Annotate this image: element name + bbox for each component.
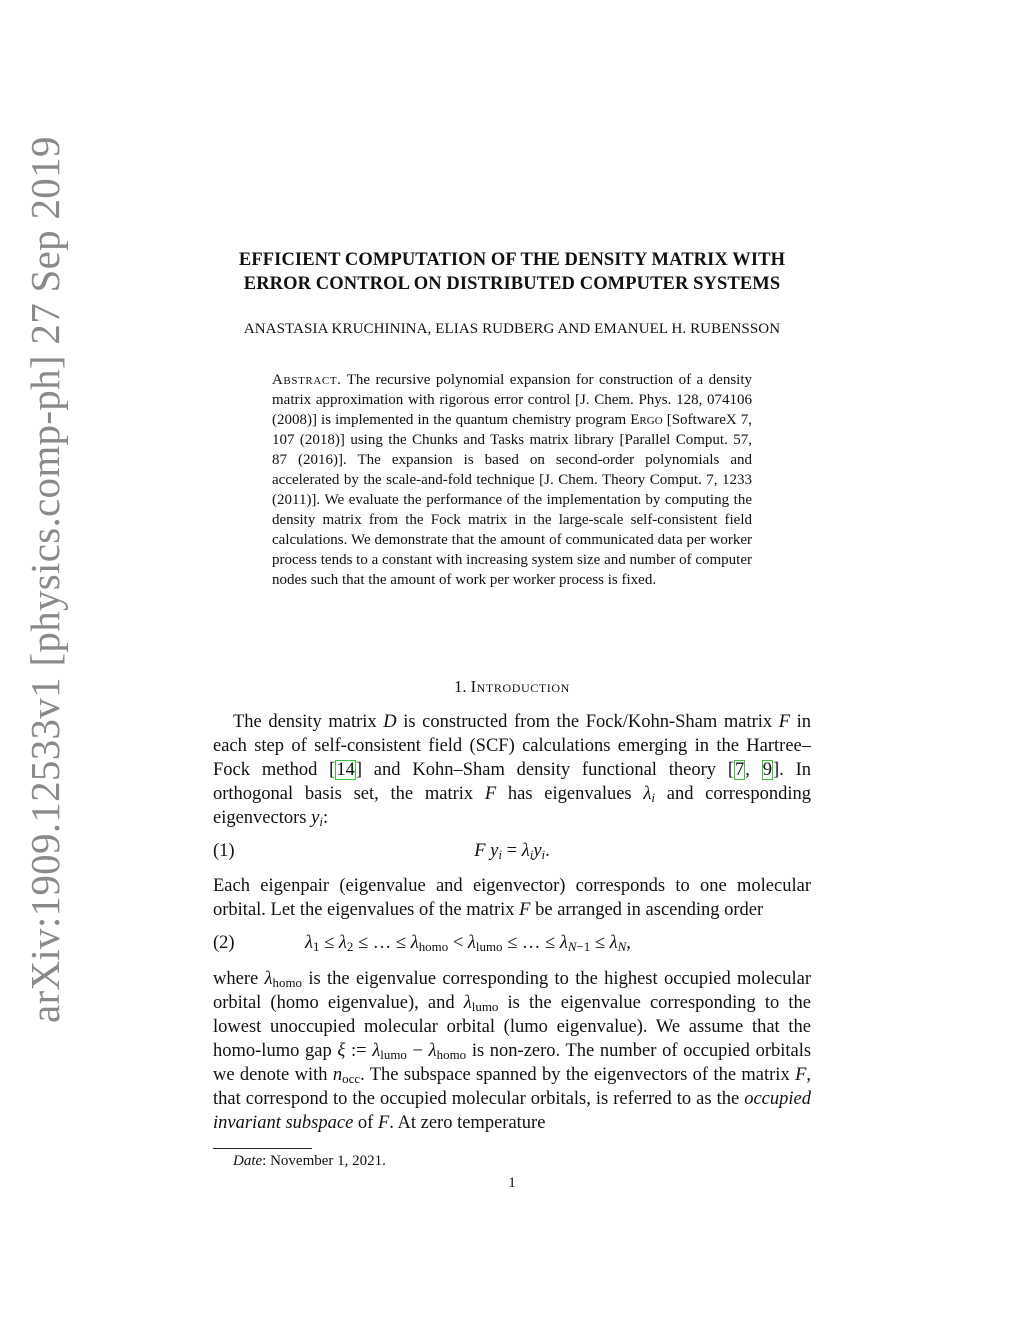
text: where (213, 969, 259, 989)
symbol-F: F (484, 784, 497, 804)
text: is non-zero. The number of occupied orbitals we denote with (213, 1041, 812, 1085)
citation-link-14[interactable]: 14 (336, 760, 355, 780)
equation-body (305, 933, 903, 954)
footnote-label: Date (233, 1153, 263, 1169)
sub: −1 (576, 939, 591, 954)
sym: F (377, 1113, 390, 1133)
sym: λ (338, 933, 347, 953)
subscript-i: i (319, 814, 323, 829)
text: in each step of self-consistent field (SCF) calculations emerging in the Hartree–Fock method [ (213, 712, 812, 780)
author-list: ANASTASIA KRUCHININA, ELIAS RUDBERG AND EMANUEL H. RUBENSSON (243, 321, 781, 337)
footnote-text: : November 1, 2021. (262, 1153, 386, 1169)
sym: y (490, 841, 499, 861)
footnote (233, 1153, 386, 1170)
sym: λ (305, 933, 314, 953)
op: … (372, 933, 392, 953)
citation-link-7[interactable]: 7 (735, 760, 745, 780)
abstract-text-a: The recursive polynomial expansion for construction of a density matrix approximation with rigorous error control [J. Chem. Phys. 128, 074106 (2008)] is implemented in the quantum chemistry program (272, 372, 752, 428)
sym: λ (467, 933, 476, 953)
paragraph-2 (213, 874, 811, 922)
text: is the eigenvalue corresponding to the lowest unoccupied molecular orbital (lumo eigenvalue). We assume that the homo-lumo gap (213, 993, 812, 1061)
text: ]. In orthogonal basis set, the matrix (213, 760, 811, 804)
sub: i (529, 847, 534, 862)
text: and corresponding eigenvectors (213, 784, 812, 828)
abstract-ergo: Ergo (630, 412, 663, 428)
sym: λ (609, 933, 618, 953)
op: ≤ (594, 933, 606, 953)
text: The density matrix (233, 712, 377, 732)
text: . At zero temperature (389, 1113, 546, 1133)
symbol-F: F (778, 712, 791, 732)
citation-link-9[interactable]: 9 (762, 760, 772, 780)
text: , (745, 760, 762, 780)
text: . The subspace spanned by the eigenvectors of the matrix (360, 1065, 790, 1085)
op: ≤ (324, 933, 335, 953)
sub: N (617, 939, 627, 954)
text: : (322, 808, 329, 828)
op: = (506, 841, 518, 861)
sub: N (567, 939, 577, 954)
sym: λ (410, 933, 419, 953)
op: , (626, 933, 631, 953)
op: − (412, 1041, 423, 1061)
sym: F (795, 1065, 807, 1085)
op: . (545, 841, 550, 861)
text: Each eigenpair (eigenvalue and eigenvector) corresponds to one molecular orbital. Let the eigenvalues of the matrix (213, 876, 811, 920)
text: has eigenvalues (507, 784, 632, 804)
sym: n (332, 1065, 343, 1085)
title-line-1: EFFICIENT COMPUTATION OF THE DENSITY MATRIX WITH (238, 250, 786, 270)
op: < (452, 933, 464, 953)
op: ≤ (545, 933, 556, 953)
sub: 2 (346, 939, 354, 954)
equation-number: (1) (213, 841, 235, 861)
sub: lumo (471, 999, 499, 1014)
text: ] and Kohn–Sham density functional theory [ (355, 760, 735, 780)
equation-number: (2) (213, 933, 235, 953)
sym: λ (372, 1041, 381, 1061)
sub: 1 (313, 939, 320, 954)
sym: y (533, 841, 542, 861)
op: ≤ (395, 933, 407, 953)
symbol-y: y (311, 808, 320, 828)
paper-title (200, 248, 824, 296)
text: is constructed from the Fock/Kohn-Sham matrix (403, 712, 773, 732)
emphasis: occupied invariant subspace (213, 1089, 811, 1133)
symbol-F: F (519, 900, 531, 920)
sub: homo (418, 939, 449, 954)
intro-paragraph-1 (213, 710, 811, 830)
footnote-rule (213, 1148, 312, 1149)
text: is the eigenvalue corresponding to the highest occupied molecular orbital (homo eigenvalue), and (213, 969, 812, 1013)
arxiv-identifier: arXiv:1909.12533v1 [physics.comp-ph] 27 Sep 2019 (22, 136, 68, 1023)
section-number: 1. (454, 677, 467, 696)
page-number: 1 (508, 1175, 516, 1191)
sym: F (474, 841, 486, 861)
section-name: Introduction (470, 677, 570, 696)
title-line-2: ERROR CONTROL ON DISTRIBUTED COMPUTER SYSTEMS (243, 274, 781, 294)
op: := (350, 1041, 367, 1061)
sym: ξ (337, 1041, 346, 1061)
op: ≤ (358, 933, 369, 953)
text: of (357, 1113, 374, 1133)
sub: lumo (380, 1047, 407, 1062)
symbol-D: D (383, 712, 397, 732)
abstract-heading: Abstract. (272, 372, 342, 388)
sub: i (498, 847, 502, 862)
op: … (521, 933, 541, 953)
sym: λ (521, 841, 530, 861)
abstract (272, 370, 752, 590)
sub: homo (272, 975, 303, 990)
sym: λ (559, 933, 568, 953)
op: ≤ (507, 933, 518, 953)
sub: i (541, 847, 546, 862)
sym: λ (463, 993, 472, 1013)
text: be arranged in ascending order (535, 900, 764, 920)
subscript-i: i (651, 790, 655, 805)
sub: homo (436, 1047, 467, 1062)
text: , that correspond to the occupied molecular orbitals, is referred to as the (213, 1065, 812, 1109)
abstract-text-b: [SoftwareX 7, 107 (2018)] using the Chunks and Tasks matrix library [Parallel Comput. 57, 87 (2016)]. The expansion is based on second-order polynomials and accelerated by the scale-and-fold technique [J. Chem. Theory Comput. 7, 1233 (2011)]. We evaluate the performance of the implementation by computing the density matrix from the Fock matrix in the large-scale self-consistent field calculations. We demonstrate that the amount of communicated data per worker process tends to a constant with increasing system size and number of computer nodes such that the amount of work per worker process is fixed. (272, 412, 752, 588)
sub: lumo (475, 939, 503, 954)
sym: λ (264, 969, 273, 989)
symbol-lambda: λ (643, 784, 652, 804)
section-heading (200, 677, 824, 697)
paragraph-3 (213, 967, 811, 1135)
sub: occ (342, 1071, 361, 1086)
sym: λ (428, 1041, 437, 1061)
equation-body (213, 841, 811, 862)
